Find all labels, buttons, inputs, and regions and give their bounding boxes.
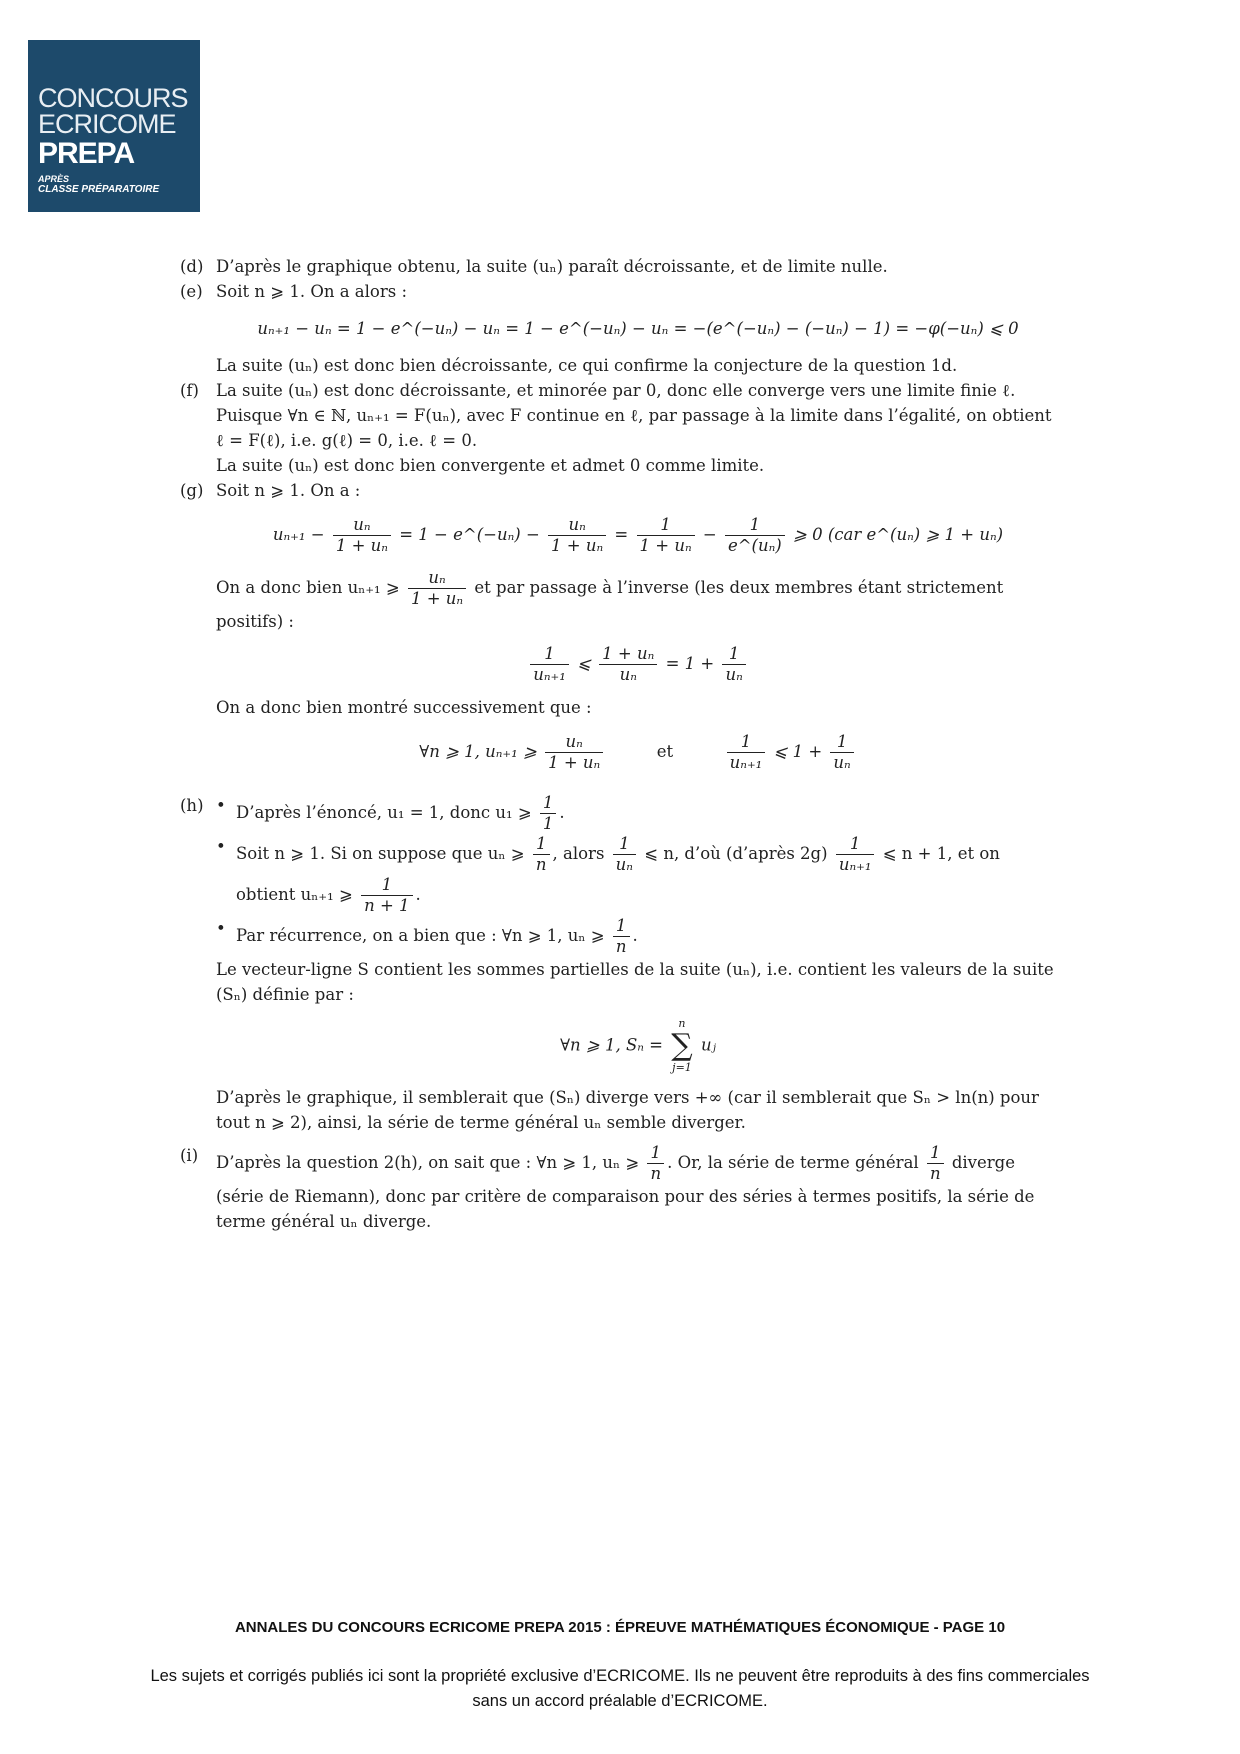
logo-line-apres: APRÈS xyxy=(38,174,70,184)
fraction-den: n + 1 xyxy=(364,896,410,915)
item-text: Puisque ∀n ∈ ℕ, uₙ₊₁ = F(uₙ), avec F continue en ℓ, par passage à la limite dans l’égalité, on obtient ℓ = F(ℓ), i.e. g(ℓ) = 0, i.e. ℓ = 0. xyxy=(216,406,1052,450)
formula-part: ∀n ⩾ 1, uₙ₊₁ ⩾ xyxy=(419,742,537,761)
solution-content xyxy=(180,254,1060,1234)
item-intro: Soit n ⩾ 1. On a alors : xyxy=(216,282,408,301)
item-h xyxy=(180,793,1060,1135)
text-part: . xyxy=(632,926,638,945)
formula-part: uⱼ xyxy=(700,1035,716,1055)
fraction-den: n xyxy=(650,1164,662,1183)
item-text: Le vecteur-ligne S contient les sommes partielles de la suite (uₙ), i.e. contient les valeurs de la suite (Sₙ) définie par : xyxy=(216,960,1054,1004)
text-part: , alors xyxy=(552,844,605,863)
item-label: (h) xyxy=(180,796,204,815)
fraction-den: 1 + uₙ xyxy=(548,753,601,772)
formula-g3 xyxy=(216,732,1060,773)
fraction-num: 1 xyxy=(830,732,853,753)
fraction-den: n xyxy=(615,937,627,956)
text-part: ⩽ n, d’où (d’après 2g) xyxy=(644,844,828,863)
item-e xyxy=(180,279,1060,378)
fraction-den: 1 + uₙ xyxy=(551,536,604,555)
item-text xyxy=(216,1143,1060,1234)
fraction-num: 1 xyxy=(540,793,557,814)
fraction xyxy=(613,834,636,875)
bullet-icon: • xyxy=(216,919,226,938)
fraction-den: e^(uₙ) xyxy=(727,536,782,555)
fraction xyxy=(548,515,606,556)
formula-part: uₙ₊₁ − xyxy=(272,525,325,544)
formula-part: = 1 − e^(−uₙ) − xyxy=(399,525,540,544)
footer-notice: Les sujets et corrigés publiés ici sont la propriété exclusive d’ECRICOME. Ils ne peuvent être reproduits à des fins commerciales sans un accord préalable d’ECRICOME. xyxy=(150,1667,1090,1710)
text-part: D’après l’énoncé, u₁ = 1, donc u₁ ⩾ xyxy=(236,803,532,822)
item-label: (g) xyxy=(180,481,204,500)
item-d xyxy=(180,254,1060,279)
fraction xyxy=(637,515,695,556)
fraction-num: uₙ xyxy=(333,515,391,536)
fraction xyxy=(725,515,785,556)
fraction-den: n xyxy=(929,1164,941,1183)
formula-part: − xyxy=(702,525,717,544)
fraction-num: 1 xyxy=(722,644,745,665)
sum-lower: j=1 xyxy=(672,1061,692,1074)
text-part: . xyxy=(415,885,421,904)
item-label: (d) xyxy=(180,257,204,276)
formula-part: = 1 + xyxy=(665,654,715,673)
fraction-den: 1 + uₙ xyxy=(410,589,464,608)
fraction-den: uₙ₊₁ xyxy=(729,753,763,772)
formula-part: ⩽ xyxy=(577,654,591,673)
fraction xyxy=(545,732,603,773)
fraction-num: 1 xyxy=(613,834,636,855)
sum-upper: n xyxy=(678,1017,686,1030)
fraction-num: 1 xyxy=(530,644,569,665)
fraction xyxy=(727,732,766,773)
fraction xyxy=(722,644,745,685)
item-text: D’après le graphique obtenu, la suite (uₙ) paraît décroissante, et de limite nulle. xyxy=(216,257,888,276)
item-conclusion: La suite (uₙ) est donc bien décroissante, ce qui confirme la conjecture de la question 1d. xyxy=(216,356,958,375)
fraction-den: n xyxy=(535,855,547,874)
fraction xyxy=(927,1143,944,1184)
item-text: D’après le graphique, il semblerait que (Sₙ) diverge vers +∞ (car il semblerait que Sₙ > ln(n) pour tout n ⩾ 2), ainsi, la série de terme général uₙ semble diverger. xyxy=(216,1088,1039,1132)
logo-line-concours: CONCOURS xyxy=(38,83,188,113)
fraction-num: 1 xyxy=(361,875,412,896)
item-g xyxy=(180,478,1060,785)
formula-g1 xyxy=(216,515,1060,556)
formula-part: ⩽ 1 + xyxy=(773,742,823,761)
fraction-num: 1 xyxy=(836,834,875,855)
fraction-den: uₙ xyxy=(725,665,743,684)
fraction-num: uₙ xyxy=(545,732,603,753)
logo-line-classe: CLASSE PRÉPARATOIRE xyxy=(38,184,160,195)
formula-part: et xyxy=(656,742,674,761)
bullet-item xyxy=(216,793,1060,834)
item-text: On a donc bien montré successivement que : xyxy=(216,698,592,717)
text-part: Par récurrence, on a bien que : ∀n ⩾ 1, uₙ ⩾ xyxy=(236,926,605,945)
formula-part: = xyxy=(614,525,629,544)
item-label: (f) xyxy=(180,381,199,400)
fraction-num: 1 xyxy=(727,732,766,753)
fraction xyxy=(408,568,466,609)
fraction-den: uₙ₊₁ xyxy=(533,665,566,684)
item-intro: Soit n ⩾ 1. On a : xyxy=(216,481,361,500)
fraction-den: 1 + uₙ xyxy=(335,536,388,555)
text-part: ⩽ n + 1, et on obtient uₙ₊₁ ⩾ xyxy=(236,844,1000,904)
fraction-num: 1 xyxy=(613,916,630,937)
fraction-num: 1 xyxy=(725,515,785,536)
fraction xyxy=(361,875,412,916)
formula-e: uₙ₊₁ − uₙ = 1 − e^(−uₙ) − uₙ = 1 − e^(−uₙ) − uₙ = −(e^(−uₙ) − (−uₙ) − 1) = −φ(−uₙ) ⩽ 0 xyxy=(257,319,1019,338)
logo-line-prepa: PREPA xyxy=(38,137,135,170)
text-part: . Or, la série de terme général xyxy=(667,1153,919,1172)
sigma-icon: ∑ xyxy=(671,1028,693,1063)
fraction xyxy=(613,916,630,957)
formula-part: ⩾ 0 (car e^(uₙ) ⩾ 1 + uₙ) xyxy=(793,525,1004,544)
fraction-num: 1 xyxy=(927,1143,944,1164)
bullet-icon: • xyxy=(216,796,226,815)
fraction-num: uₙ xyxy=(408,568,466,589)
item-text: La suite (uₙ) est donc bien convergente et admet 0 comme limite. xyxy=(216,456,765,475)
fraction-num: uₙ xyxy=(548,515,606,536)
bullet-icon: • xyxy=(216,837,226,856)
item-i xyxy=(180,1143,1060,1234)
bullet-item xyxy=(216,834,1060,916)
fraction-num: 1 xyxy=(647,1143,664,1164)
formula-sum xyxy=(216,1017,1060,1075)
item-label: (i) xyxy=(180,1146,199,1165)
fraction-den: 1 + uₙ xyxy=(639,536,692,555)
item-text xyxy=(216,568,1060,634)
fraction xyxy=(836,834,875,875)
fraction xyxy=(599,644,657,685)
item-text: La suite (uₙ) est donc décroissante, et minorée par 0, donc elle converge vers une limite finie ℓ. xyxy=(216,381,1016,400)
logo-line-ecricome: ECRICOME xyxy=(38,109,176,139)
fraction xyxy=(530,644,569,685)
fraction xyxy=(830,732,853,773)
text-part: et par passage à l’inverse (les deux membres étant strictement positifs) : xyxy=(216,578,1004,631)
ecricome-logo xyxy=(28,40,200,212)
fraction-den: 1 xyxy=(542,814,554,833)
text-part: . xyxy=(559,803,565,822)
fraction xyxy=(647,1143,664,1184)
text-part: Soit n ⩾ 1. Si on suppose que uₙ ⩾ xyxy=(236,844,525,863)
text-part: On a donc bien uₙ₊₁ ⩾ xyxy=(216,578,400,597)
text-part: D’après la question 2(h), on sait que : ∀n ⩾ 1, uₙ ⩾ xyxy=(216,1153,640,1172)
item-label: (e) xyxy=(180,282,203,301)
formula-part: ∀n ⩾ 1, Sₙ = xyxy=(560,1035,664,1055)
sum-symbol xyxy=(671,1017,692,1075)
fraction-num: 1 xyxy=(533,834,550,855)
fraction-den: uₙ xyxy=(833,753,851,772)
fraction-num: 1 + uₙ xyxy=(599,644,657,665)
fraction xyxy=(533,834,550,875)
fraction-num: 1 xyxy=(637,515,695,536)
item-f xyxy=(180,378,1060,478)
fraction xyxy=(333,515,391,556)
text-part: diverge (série de Riemann), donc par critère de comparaison pour des séries à termes positifs, la série de terme général uₙ diverge. xyxy=(216,1153,1035,1231)
fraction-den: uₙ xyxy=(615,855,633,874)
fraction-den: uₙ xyxy=(619,665,637,684)
formula-g2 xyxy=(216,644,1060,685)
fraction xyxy=(540,793,557,834)
bullet-item xyxy=(216,916,1060,957)
footer-title: ANNALES DU CONCOURS ECRICOME PREPA 2015 : ÉPREUVE MATHÉMATIQUES ÉCONOMIQUE - PAGE 10 xyxy=(234,1619,1006,1636)
fraction-den: uₙ₊₁ xyxy=(838,855,872,874)
